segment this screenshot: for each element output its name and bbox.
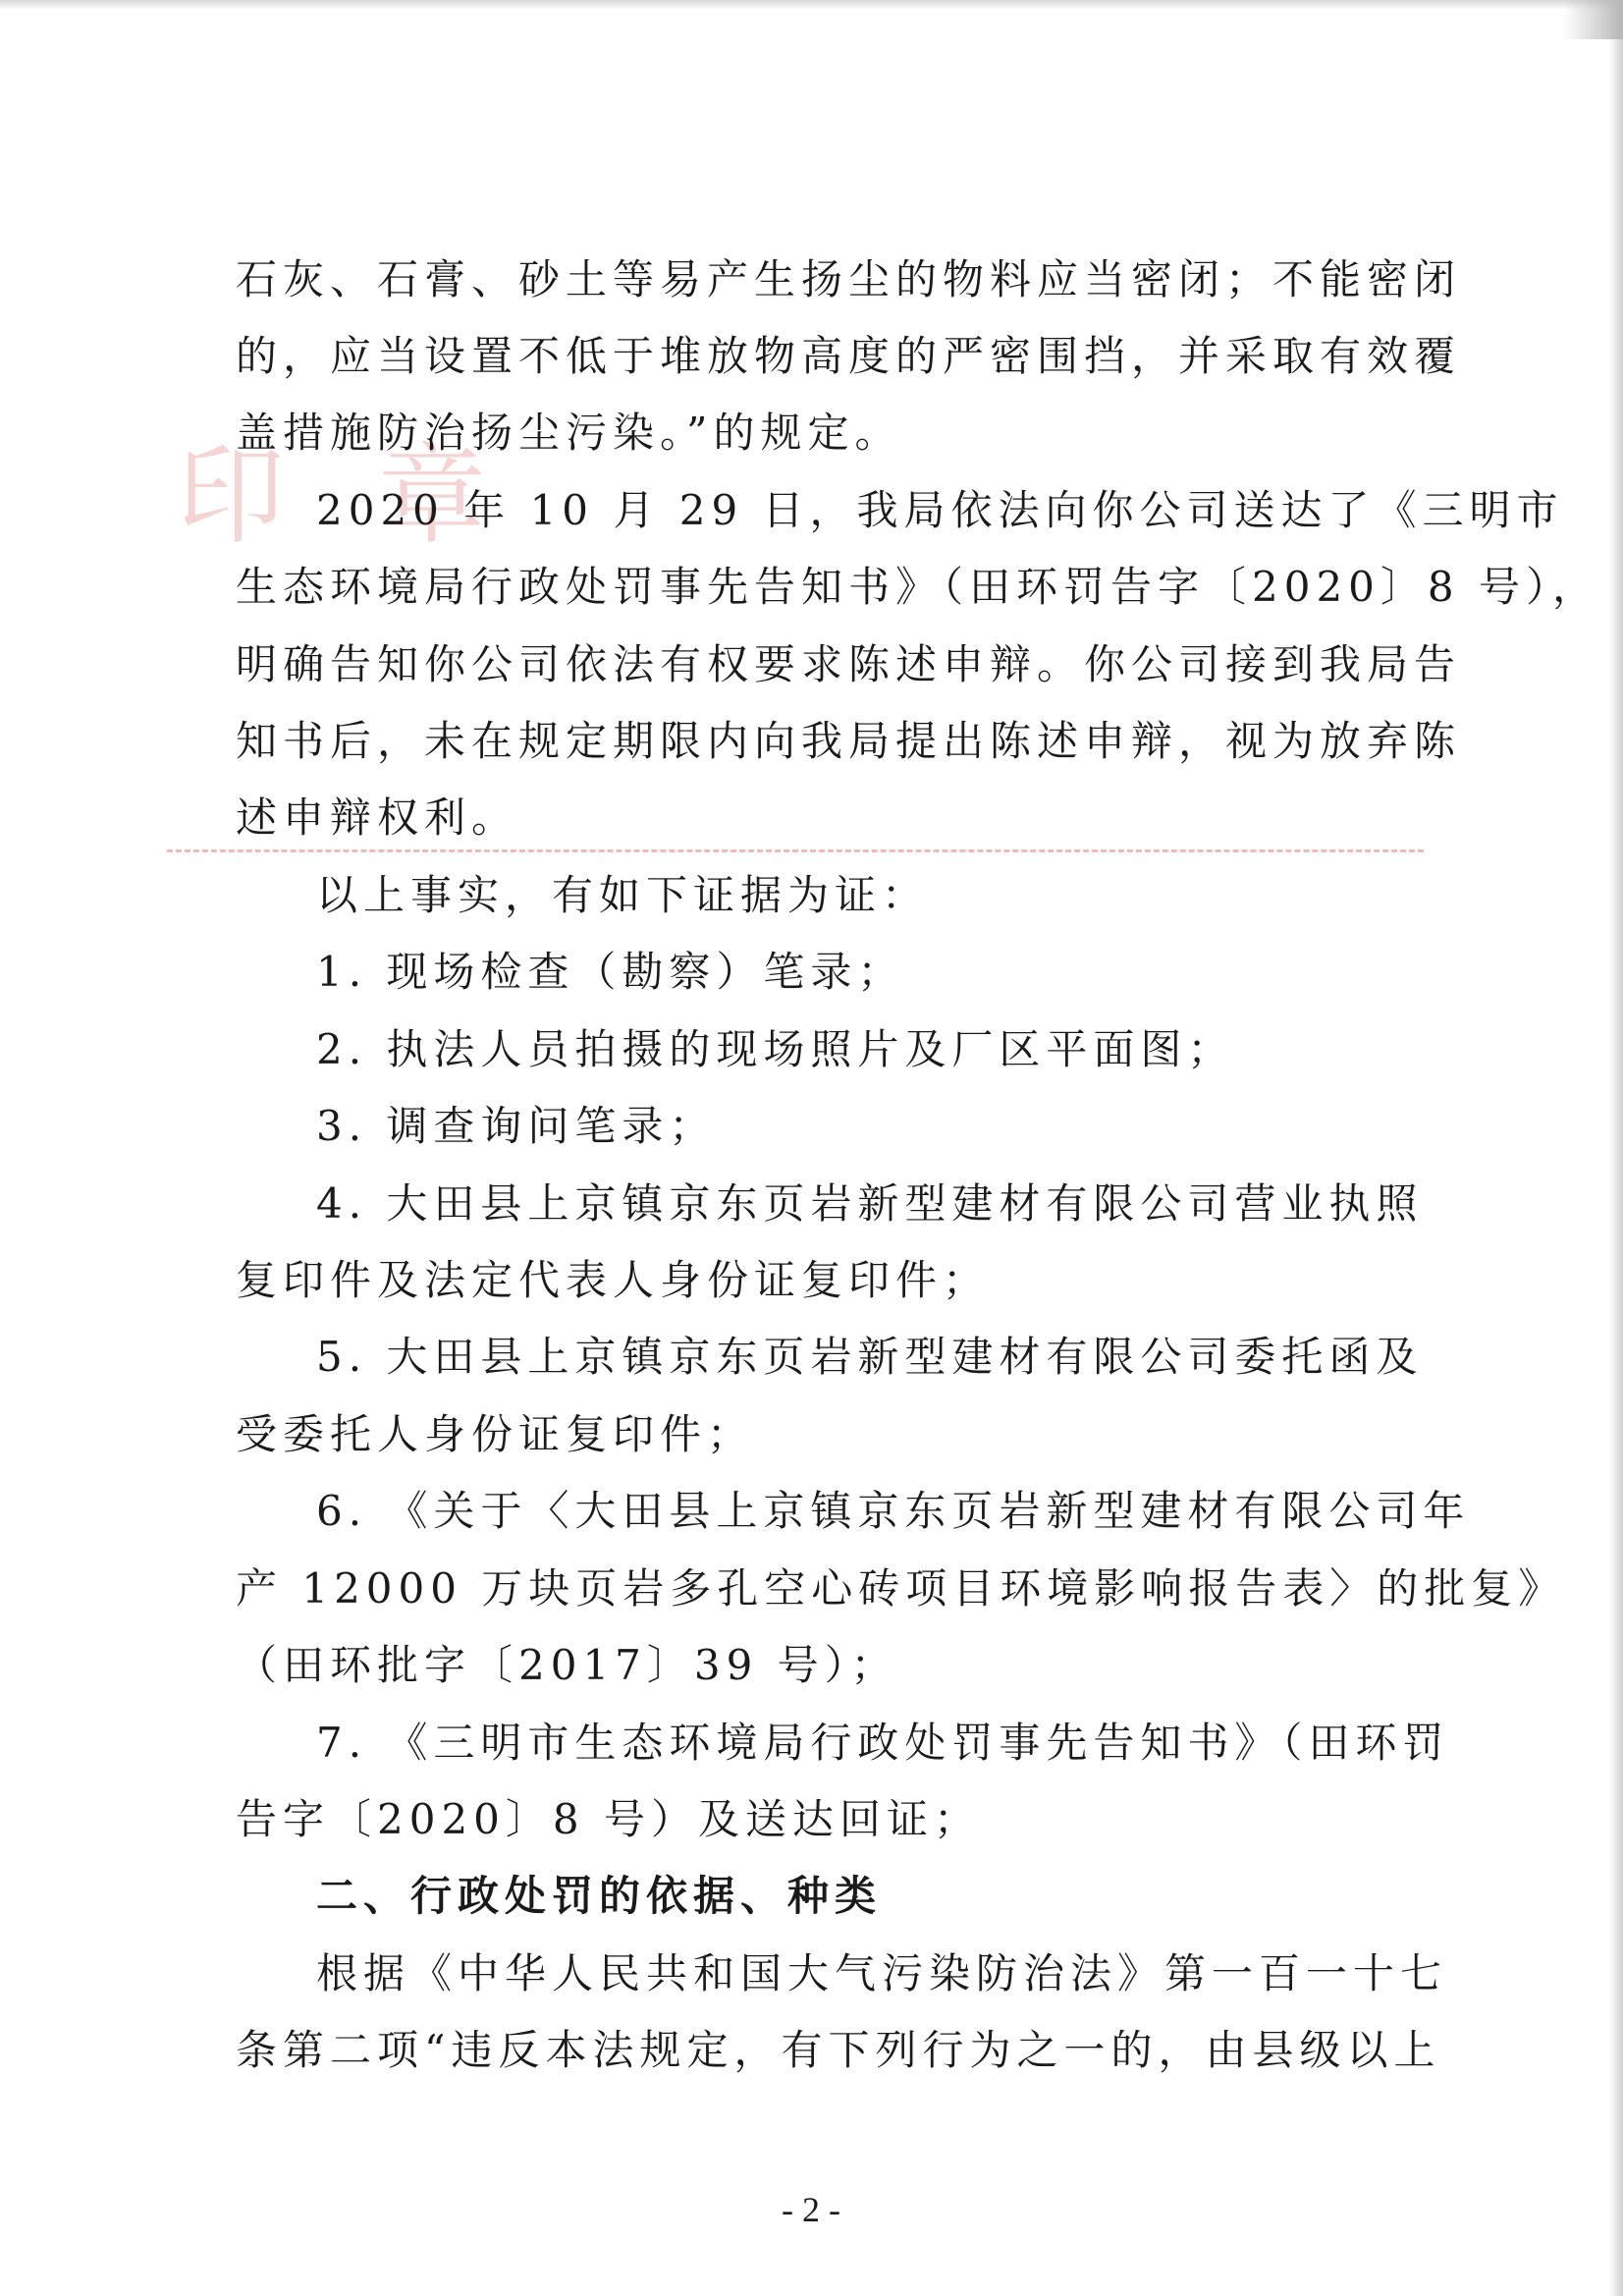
scan-shadow-top <box>0 0 1623 10</box>
evidence-item: 4. 大田县上京镇京东页岩新型建材有限公司营业执照 <box>316 1179 1424 1228</box>
section-heading: 二、行政处罚的依据、种类 <box>316 1872 883 1920</box>
body-line: 的，应当设置不低于堆放物高度的严密围挡，并采取有效覆 <box>236 332 1462 380</box>
evidence-item-cont: 复印件及法定代表人身份证复印件； <box>236 1256 991 1304</box>
scan-shadow-right <box>1609 0 1623 2296</box>
page-number: - 2 - <box>782 2190 840 2229</box>
body-line: 知书后，未在规定期限内向我局提出陈述申辩，视为放弃陈 <box>236 717 1462 765</box>
evidence-item: 3. 调查询问笔录； <box>316 1102 717 1150</box>
evidence-item: 5. 大田县上京镇京东页岩新型建材有限公司委托函及 <box>316 1333 1424 1381</box>
evidence-intro: 以上事实，有如下证据为证： <box>316 871 930 919</box>
evidence-item: 1. 现场检查（勘察）笔录； <box>316 948 905 996</box>
evidence-item-cont: 告字〔2020〕8 号）及送达回证； <box>236 1795 981 1843</box>
evidence-item-cont: （田环批字〔2017〕39 号）； <box>236 1641 898 1689</box>
evidence-item-cont: 受委托人身份证复印件； <box>236 1410 755 1458</box>
body-line: 盖措施防治扬尘污染。”的规定。 <box>236 409 902 457</box>
seam-stamp-dashes <box>167 849 1424 852</box>
body-line: 根据《中华人民共和国大气污染防治法》第一百一十七 <box>316 1949 1448 1997</box>
evidence-item: 2. 执法人员拍摄的现场照片及厂区平面图； <box>316 1025 1235 1073</box>
body-line: 生态环境局行政处罚事先告知书》（田环罚告字〔2020〕8 号）， <box>236 563 1599 611</box>
body-line: 石灰、石膏、砂土等易产生扬尘的物料应当密闭；不能密闭 <box>236 255 1462 303</box>
evidence-item-cont: 产 12000 万块页岩多孔空心砖项目环境影响报告表〉的批复》 <box>236 1564 1566 1613</box>
body-line: 述申辩权利。 <box>236 793 519 842</box>
faded-red-stamp: 印 章 <box>177 433 515 559</box>
scan-corner-shadow <box>1564 0 1623 39</box>
body-line: 明确告知你公司依法有权要求陈述申辩。你公司接到我局告 <box>236 640 1462 688</box>
body-line: 条第二项“违反本法规定，有下列行为之一的，由县级以上 <box>236 2026 1441 2074</box>
evidence-item: 6. 《关于〈大田县上京镇京东页岩新型建材有限公司年 <box>316 1487 1471 1535</box>
body-line: 2020 年 10 月 29 日，我局依法向你公司送达了《三明市 <box>316 486 1564 534</box>
evidence-item: 7. 《三明市生态环境局行政处罚事先告知书》（田环罚 <box>316 1719 1450 1767</box>
